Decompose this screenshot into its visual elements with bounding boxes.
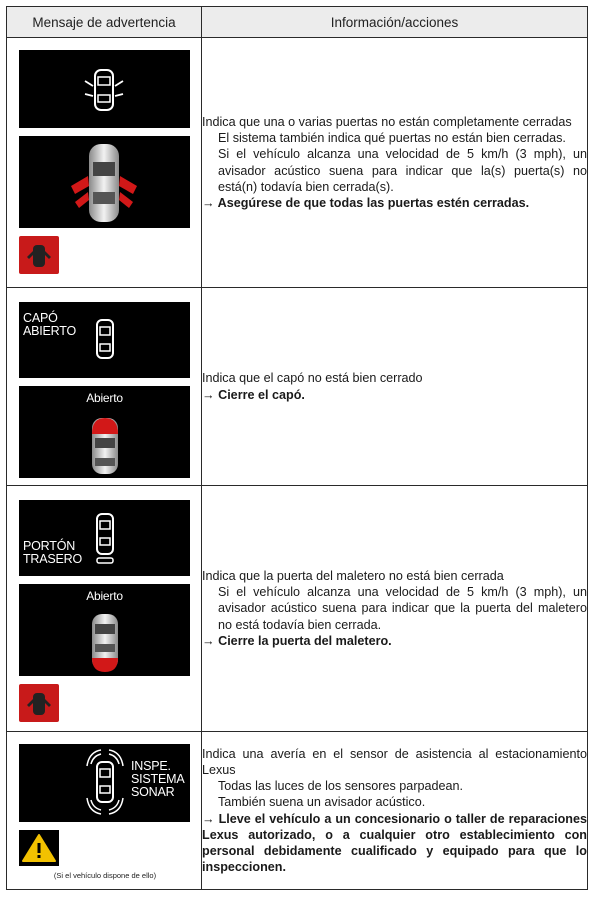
row4-line3: También suena un avisador acústico. <box>218 795 426 810</box>
row4-line1: Indica una avería en el sensor de asistencia al estacionamiento Lexus <box>202 746 587 777</box>
car-door-red-icon <box>19 236 59 274</box>
row3-line2: Si el vehículo alcanza una velocidad de 5 km/h (3 mph), un avisador acústico suena para indicar que la puerta del maletero no está todavía bien cerrada. <box>218 585 587 632</box>
vehicle-equipped-note: (Si el vehículo dispone de ello) <box>53 871 157 880</box>
row4-action: → Lleve el vehículo a un concesionario o taller de reparaciones Lexus autorizado, o a cualquier otro establecimiento con personal debidamente cualificado y equipado para que lo inspeccionen. <box>202 811 587 875</box>
row1-info <box>202 38 588 288</box>
row3-info <box>202 486 588 732</box>
row1-line3: Si el vehículo alcanza una velocidad de 5 km/h (3 mph), un avisador acústico suena para indicar que la(s) puerta(s) no está(n) todavía bien cerrada(s). <box>218 147 587 194</box>
row4-line2: Todas las luces de los sensores parpadean. <box>218 779 464 794</box>
car-tailgate-open-icon <box>19 584 190 676</box>
car-top-hood-icon <box>19 302 190 378</box>
header-info-actions: Información/acciones <box>202 7 588 38</box>
row2-line1: Indica que el capó no está bien cerrado <box>202 371 423 386</box>
row3-images <box>7 486 202 732</box>
sonar-display <box>19 744 190 822</box>
row2-action: → Cierre el capó. <box>202 387 305 402</box>
row1-action: → Asegúrese de que todas las puertas estén cerradas. <box>202 195 530 210</box>
row2-images <box>7 288 202 486</box>
row2-info <box>202 288 588 486</box>
hood-open-label: Abierto <box>86 391 123 405</box>
row3-line1: Indica que la puerta del maletero no está bien cerrada <box>202 568 504 583</box>
row4-images <box>7 732 202 890</box>
table-row <box>7 732 588 890</box>
table-header-row <box>7 7 588 38</box>
car-hood-open-icon <box>19 386 190 478</box>
row1-images <box>7 38 202 288</box>
hood-screen-text: CAPÓ ABIERTO <box>23 311 77 338</box>
row1-line2: El sistema también indica qué puertas no están bien cerradas. <box>218 131 566 146</box>
door-warning-light <box>19 236 59 274</box>
car-door-red-icon <box>19 684 59 722</box>
hood-display-small <box>19 302 190 378</box>
tailgate-display-large <box>19 584 190 676</box>
car-doors-open-icon <box>19 136 190 228</box>
car-top-tailgate-icon <box>19 500 190 576</box>
car-top-doors-icon <box>19 50 190 128</box>
table-row <box>7 38 588 288</box>
row3-action: → Cierre la puerta del maletero. <box>202 633 392 648</box>
tailgate-display-small <box>19 500 190 576</box>
sonar-screen-text: INSPE. SISTEMA SONAR <box>131 759 185 799</box>
door-display-small <box>19 50 190 128</box>
table-row <box>7 288 588 486</box>
tailgate-open-label: Abierto <box>86 589 123 603</box>
sonar-warning-light <box>19 830 59 866</box>
row1-line1: Indica que una o varias puertas no están completamente cerradas <box>202 114 572 129</box>
row4-info <box>202 732 588 890</box>
tailgate-warning-light <box>19 684 59 722</box>
hood-display-large <box>19 386 190 478</box>
warning-table <box>6 6 588 890</box>
table-row <box>7 486 588 732</box>
door-display-large <box>19 136 190 228</box>
warning-triangle-icon <box>19 830 59 866</box>
header-warning-message: Mensaje de advertencia <box>7 7 202 38</box>
tailgate-screen-text: PORTÓN TRASERO <box>23 539 83 566</box>
car-sonar-icon <box>19 744 190 822</box>
